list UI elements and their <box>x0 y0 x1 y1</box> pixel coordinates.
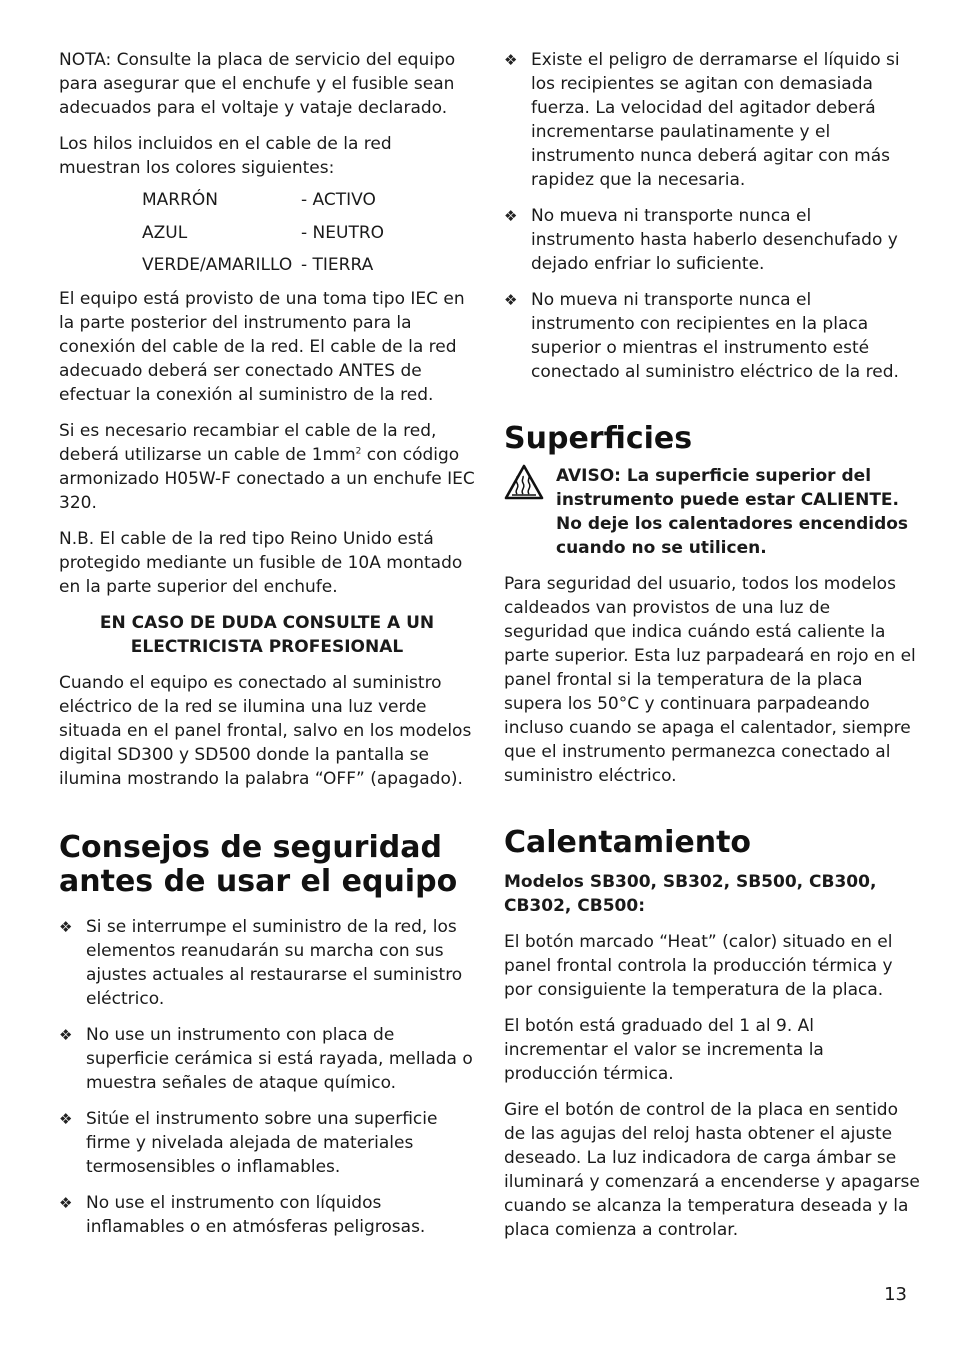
bullet-diamond-icon: ❖ <box>504 291 518 309</box>
consejos-heading <box>59 831 475 899</box>
conexion-paragraph: Cuando el equipo es conectado al suministro eléctrico de la red se ilumina una luz verde situada en el panel frontal, salvo en los modelos digital SD300 y SD500 donde la pantalla se ilumina mostrando la palabra “OFF” (apagado). <box>59 673 472 789</box>
bullet-text: No use el instrumento con líquidos inflamables o en atmósferas peligrosas. <box>86 1193 426 1237</box>
calentamiento-heading: Calentamiento <box>504 825 752 860</box>
wire-function: - TIERRA <box>301 255 374 275</box>
bullet-text: Existe el peligro de derramarse el líquido si los recipientes se agitan con demasiada fuerza. La velocidad del agitador deberá incrementarse paulatinamente y el instrumento nunca deberá agitar con más rapidez que la necesaria. <box>531 50 900 190</box>
bullet-diamond-icon: ❖ <box>504 207 518 225</box>
wire-row <box>142 188 475 212</box>
bullet-diamond-icon: ❖ <box>59 918 73 936</box>
duda-line-1: EN CASO DE DUDA CONSULTE A UN <box>99 613 435 633</box>
bullet-text: Sitúe el instrumento sobre una superficie firme y nivelada alejada de materiales termosensibles o inflamables. <box>86 1109 438 1177</box>
bullet-text: No use un instrumento con placa de superficie cerámica si está rayada, mellada o muestra señales de ataque químico. <box>86 1025 473 1093</box>
hot-surface-warning <box>504 464 920 560</box>
wire-color: AZUL <box>142 222 188 243</box>
bullet-diamond-icon: ❖ <box>59 1194 73 1212</box>
bullet-diamond-icon: ❖ <box>504 51 518 69</box>
bullet-text: No mueva ni transporte nunca el instrumento con recipientes en la placa superior o mientras el instrumento esté conectado al suministro eléctrico de la red. <box>531 290 899 382</box>
recambio-paragraph <box>59 419 475 515</box>
nota-paragraph: NOTA: Consulte la placa de servicio del equipo para asegurar que el enchufe y el fusible sean adecuados para el voltaje y vataje declarado. <box>59 50 456 118</box>
aviso-text: AVISO: La superficie superior del instrumento puede estar CALIENTE. No deje los calentadores encendidos cuando no se utilicen. <box>556 466 909 558</box>
superscript-2: 2 <box>355 446 362 457</box>
list-item <box>59 915 475 1011</box>
list-item <box>59 1023 475 1095</box>
bullet-text: Si se interrumpe el suministro de la red, los elementos reanudarán su marcha con sus ajustes actuales al restaurarse el suministro eléctrico. <box>86 917 463 1009</box>
list-item <box>504 288 920 384</box>
boton-heat-paragraph: El botón marcado “Heat” (calor) situado en el panel frontal controla la producción térmica y por consiguiente la temperatura de la placa. <box>504 932 893 1000</box>
hilos-intro-paragraph: Los hilos incluidos en el cable de la red muestran los colores siguientes: <box>59 134 392 178</box>
wire-row <box>142 253 475 277</box>
recambio-text-a: Si es necesario recambiar el cable de la red, deberá utilizarse un cable de 1mm <box>59 421 437 465</box>
wire-color: MARRÓN <box>142 190 219 210</box>
left-column <box>59 48 475 1251</box>
consejos-heading-line-2: antes de usar el equipo <box>59 864 458 899</box>
wire-function: - NEUTRO <box>301 222 385 243</box>
list-item <box>59 1191 475 1239</box>
bullet-diamond-icon: ❖ <box>59 1026 73 1044</box>
duda-notice <box>59 611 475 659</box>
page-number: 13 <box>884 1284 907 1305</box>
wire-color-table <box>142 188 475 277</box>
wire-function: - ACTIVO <box>301 190 376 210</box>
list-item <box>504 204 920 276</box>
consejos-heading-line-1: Consejos de seguridad <box>59 830 442 865</box>
seguridad-paragraph: Para seguridad del usuario, todos los modelos caldeados van provistos de una luz de seguridad que indica cuándo está caliente la parte superior. Esta luz parpadeará en rojo en el panel frontal si la temperatura de la placa supera los 50°C y continuara parpadeando incluso cuando se apaga el calentador, siempre que el instrumento permanezca conectado al suministro eléctrico. <box>504 574 916 786</box>
right-column <box>504 48 920 1254</box>
wire-color: VERDE/AMARILLO <box>142 255 293 275</box>
wire-row <box>142 221 475 245</box>
hot-surface-warning-icon <box>504 464 556 560</box>
gire-paragraph: Gire el botón de control de la placa en sentido de las agujas del reloj hasta obtener el ajuste deseado. La luz indicadora de carga ámbar se iluminará y comenzará a encenderse y apagarse cuando se alcanza la temperatura deseada y la placa comienza a controlar. <box>504 1100 920 1240</box>
graduado-paragraph: El botón está graduado del 1 al 9. Al incrementar el valor se incrementa la producción térmica. <box>504 1016 824 1084</box>
list-item <box>59 1107 475 1179</box>
bullet-diamond-icon: ❖ <box>59 1110 73 1128</box>
modelos-subheading: Modelos SB300, SB302, SB500, CB300, CB302, CB500: <box>504 872 877 916</box>
list-item <box>504 48 920 192</box>
toma-iec-paragraph: El equipo está provisto de una toma tipo IEC en la parte posterior del instrumento para la conexión del cable de la red. El cable de la red adecuado deberá ser conectado ANTES de efectuar la conexión al suministro de la red. <box>59 289 465 405</box>
duda-line-2: ELECTRICISTA PROFESIONAL <box>130 637 404 657</box>
recambio-text-b: con código armonizado H05W-F conectado a un enchufe IEC 320. <box>59 445 475 513</box>
superficies-heading: Superficies <box>504 421 693 456</box>
bullet-text: No mueva ni transporte nunca el instrumento hasta haberlo desenchufado y dejado enfriar lo suficiente. <box>531 206 898 274</box>
nb-paragraph: N.B. El cable de la red tipo Reino Unido está protegido mediante un fusible de 10A montado en la parte superior del enchufe. <box>59 529 463 597</box>
